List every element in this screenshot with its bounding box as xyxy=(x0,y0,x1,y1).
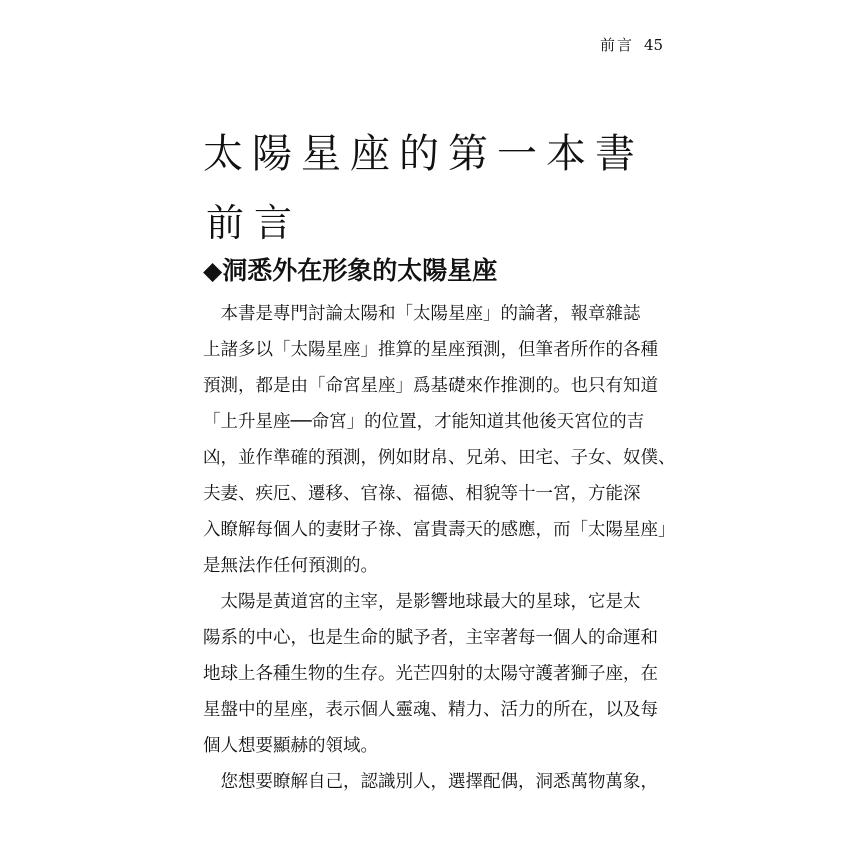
text-line: 您想要瞭解自己，認識別人，選擇配偶，洞悉萬物萬象， xyxy=(203,772,658,792)
text-line: 上諸多以「太陽星座」推算的星座預測，但筆者所作的各種 xyxy=(203,340,658,360)
section-heading: ◆洞悉外在形象的太陽星座 xyxy=(203,256,498,285)
book-title: 太陽星座的第一本書 xyxy=(203,131,644,177)
text-line: 個人想要顯赫的領域。 xyxy=(203,736,378,756)
text-line: 星盤中的星座，表示個人靈魂、精力、活力的所在，以及每 xyxy=(203,700,658,720)
text-line: 陽系的中心，也是生命的賦予者，主宰著每一個人的命運和 xyxy=(203,628,658,648)
text-line: 凶，並作準確的預測，例如財帛、兄弟、田宅、子女、奴僕、 xyxy=(203,448,676,468)
page-number: 45 xyxy=(644,36,664,54)
running-head-chapter: 前言 xyxy=(600,36,635,54)
text-line: 「上升星座──命宮」的位置，才能知道其他後天宮位的吉 xyxy=(203,412,645,432)
text-line: 地球上各種生物的生存。光芒四射的太陽守護著獅子座，在 xyxy=(203,664,658,684)
text-line: 是無法作任何預測的。 xyxy=(203,556,378,576)
running-head xyxy=(600,34,663,55)
text-line: 本書是專門討論太陽和「太陽星座」的論著，報章雜誌 xyxy=(203,304,641,324)
text-line: 夫妻、疾厄、遷移、官祿、福德、相貌等十一宮，方能深 xyxy=(203,484,641,504)
text-line: 入瞭解每個人的妻財子祿、富貴壽天的感應，而「太陽星座」 xyxy=(203,520,676,540)
body-text xyxy=(203,296,676,800)
chapter-title: 前言 xyxy=(206,201,303,245)
text-line: 預測，都是由「命宮星座」爲基礎來作推測的。也只有知道 xyxy=(203,376,658,396)
text-line: 太陽是黃道宮的主宰，是影響地球最大的星球，它是太 xyxy=(203,592,641,612)
